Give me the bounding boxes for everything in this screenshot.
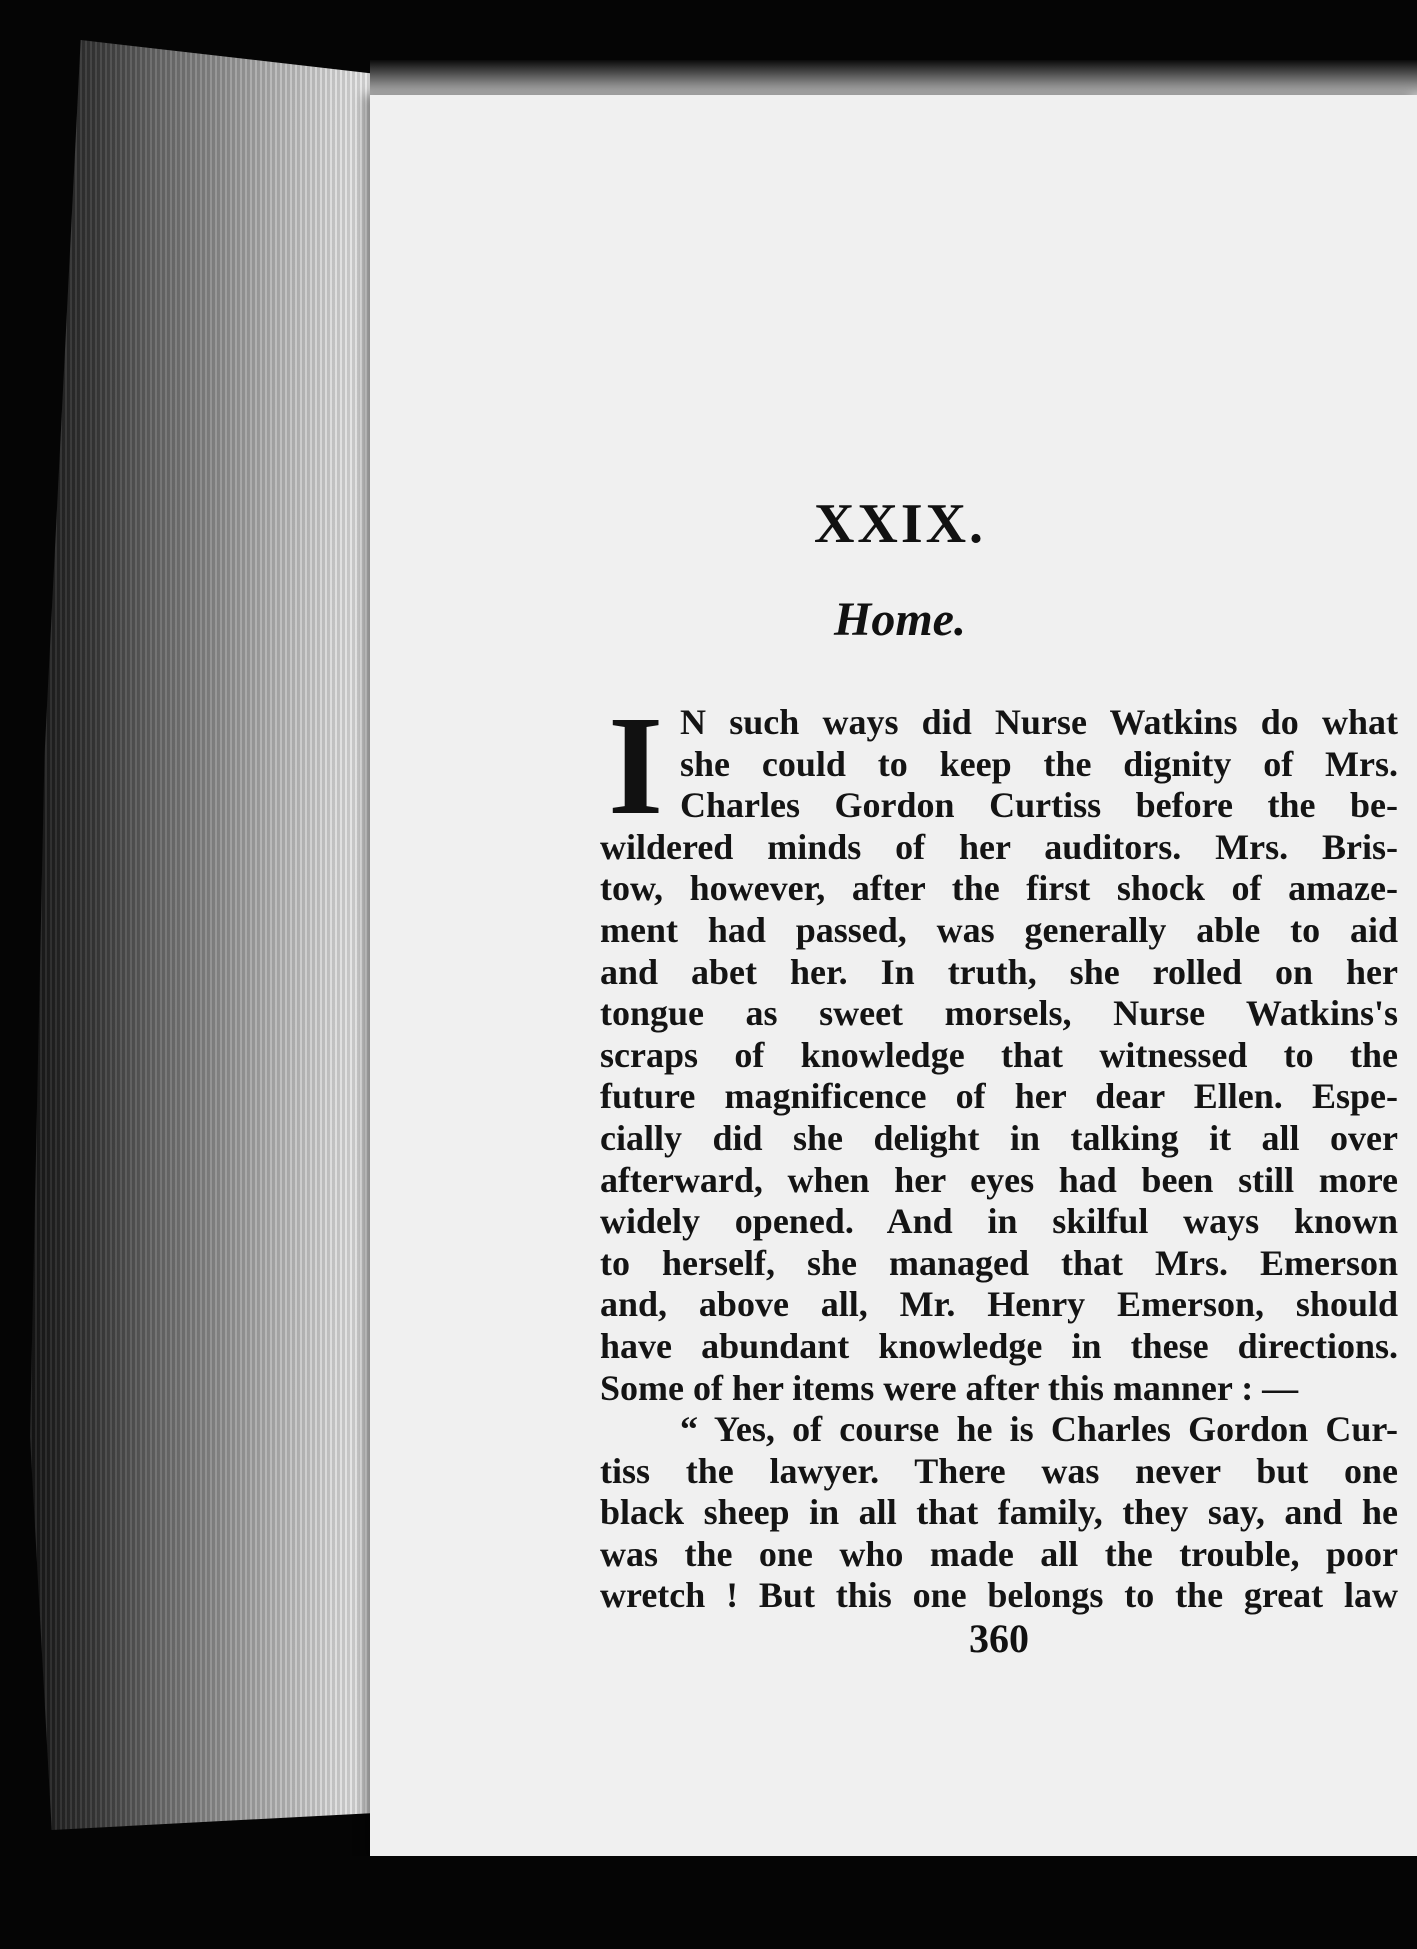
text-line: ment had passed, was generally able to aid bbox=[600, 909, 1398, 950]
text-line: to herself, she managed that Mrs. Emerson bbox=[600, 1242, 1398, 1283]
text-line: wretch ! But this one belongs to the great law bbox=[600, 1575, 1398, 1616]
text-line: have abundant knowledge in these directions. bbox=[600, 1325, 1398, 1366]
text-line: and abet her. In truth, she rolled on her bbox=[600, 951, 1398, 992]
text-line: scraps of knowledge that witnessed to the bbox=[600, 1034, 1398, 1075]
text-line: “ Yes, of course he is Charles Gordon Cur- bbox=[680, 1409, 1398, 1450]
page-number: 360 bbox=[969, 1616, 1029, 1661]
body-text bbox=[600, 686, 1398, 1617]
text-line: cially did she delight in talking it all over bbox=[600, 1117, 1398, 1158]
page-top-shadow bbox=[370, 60, 1417, 100]
text-line: future magnificence of her dear Ellen. Espe- bbox=[600, 1076, 1398, 1117]
text-line: and, above all, Mr. Henry Emerson, should bbox=[600, 1284, 1398, 1325]
text-line: was the one who made all the trouble, poor bbox=[600, 1533, 1398, 1574]
page-edges bbox=[30, 40, 392, 1830]
chapter-title: Home. bbox=[834, 593, 966, 646]
text-line: she could to keep the dignity of Mrs. bbox=[680, 743, 1398, 784]
text-line: wildered minds of her auditors. Mrs. Bris- bbox=[600, 826, 1398, 867]
drop-cap: I bbox=[608, 686, 664, 844]
text-line: Charles Gordon Curtiss before the be- bbox=[680, 785, 1398, 826]
text-line: black sheep in all that family, they say, and he bbox=[600, 1492, 1398, 1533]
text-line: tongue as sweet morsels, Nurse Watkins's bbox=[600, 993, 1398, 1034]
text-line: tow, however, after the first shock of amaze- bbox=[600, 868, 1398, 909]
chapter-number: XXIX. bbox=[813, 493, 987, 555]
text-line: tiss the lawyer. There was never but one bbox=[600, 1450, 1398, 1491]
text-line: afterward, when her eyes had been still more bbox=[600, 1159, 1398, 1200]
text-line: N such ways did Nurse Watkins do what bbox=[680, 702, 1398, 742]
text-line: widely opened. And in skilful ways known bbox=[600, 1201, 1398, 1242]
text-line: Some of her items were after this manner : — bbox=[600, 1367, 1299, 1408]
scan-bottom-border bbox=[0, 1856, 1417, 1949]
